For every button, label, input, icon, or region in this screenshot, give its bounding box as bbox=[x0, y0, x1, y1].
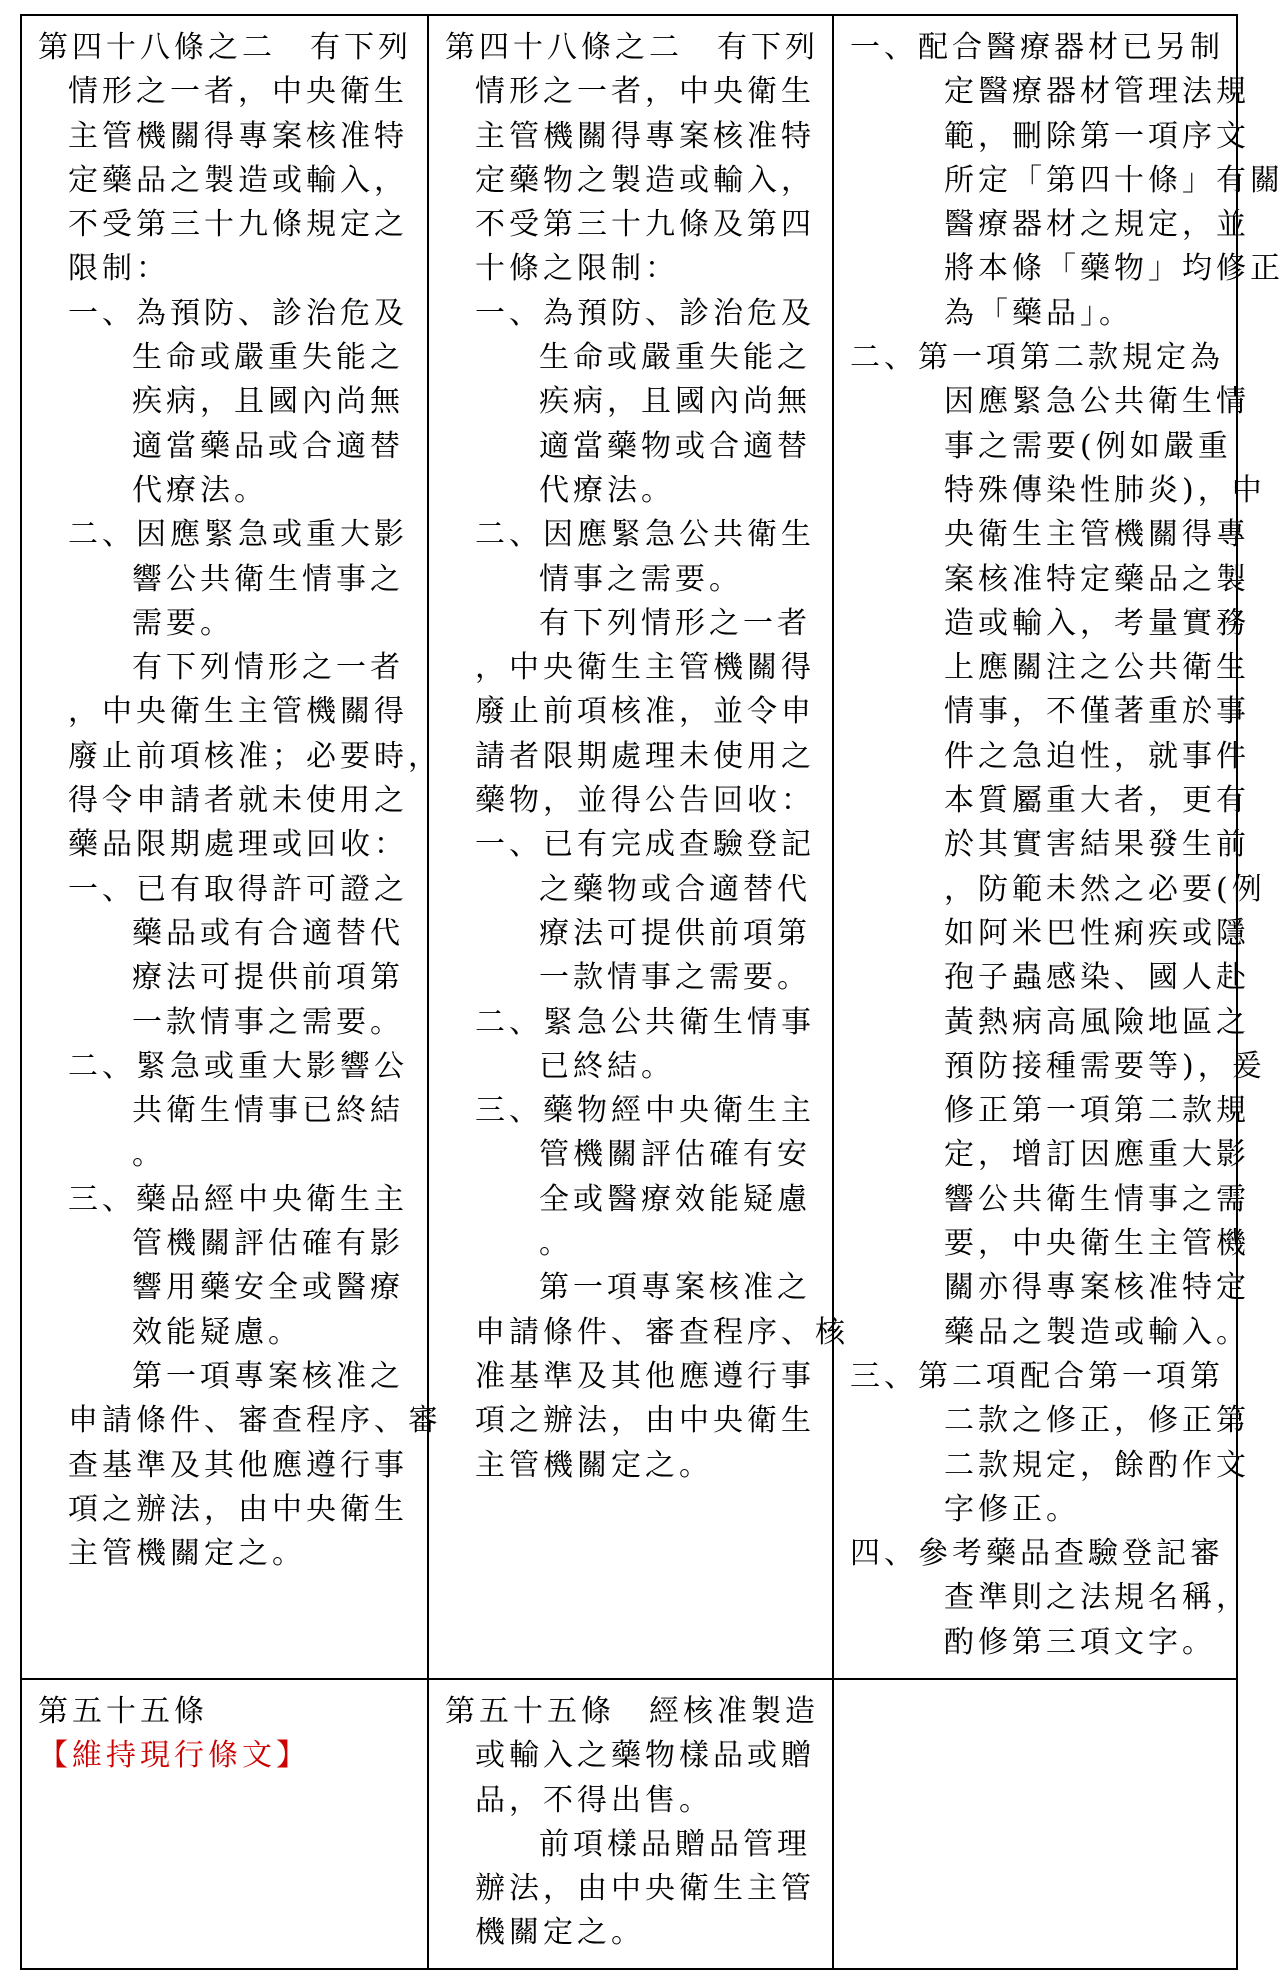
text-line: 查準則之法規名稱， bbox=[944, 1580, 1250, 1616]
text-line: 孢子蟲感染、國人赴 bbox=[944, 960, 1250, 996]
text-line: 二、緊急公共衛生情事 bbox=[475, 1004, 815, 1040]
explanation-item-4: 四、參考藥品查驗登記審 bbox=[850, 1536, 1224, 1572]
text-line: 請者限期處理未使用之 bbox=[475, 738, 815, 774]
text-line: 修正第一項第二款規 bbox=[944, 1093, 1250, 1129]
text-line: 品，不得出售。 bbox=[475, 1782, 713, 1818]
text-line: 定藥品之製造或輸入， bbox=[68, 162, 408, 198]
text-line: 三、藥品經中央衛生主 bbox=[68, 1181, 408, 1217]
text-line: 全或醫療效能疑慮 bbox=[539, 1181, 811, 1217]
text-line: 已終結。 bbox=[539, 1048, 675, 1084]
text-line: 主管機關得專案核准特 bbox=[68, 118, 408, 154]
text-line: 一款情事之需要。 bbox=[539, 960, 811, 996]
text-line: 藥品限期處理或回收： bbox=[68, 827, 408, 863]
text-line: 醫療器材之規定，並 bbox=[944, 207, 1250, 243]
text-line: 將本條「藥物」均修正 bbox=[944, 251, 1284, 287]
text-line: 造或輸入，考量實務 bbox=[944, 605, 1250, 641]
text-line: 廢止前項核准，並令申 bbox=[475, 694, 815, 730]
text-line: 央衛生主管機關得專 bbox=[944, 517, 1250, 553]
explanation-item-1: 一、配合醫療器材已另制 bbox=[850, 30, 1224, 65]
text-line: 廢止前項核准；必要時， bbox=[68, 738, 442, 774]
text-line: 案核准特定藥品之製 bbox=[944, 561, 1250, 597]
explanation-item-3: 三、第二項配合第一項第 bbox=[850, 1358, 1224, 1394]
text-line: 黃熱病高風險地區之 bbox=[944, 1004, 1250, 1040]
text-line: 要，中央衛生主管機 bbox=[944, 1226, 1250, 1262]
text-line: 本質屬重大者，更有 bbox=[944, 783, 1250, 819]
text-line: 上應關注之公共衛生 bbox=[944, 650, 1250, 686]
text-line: 申請條件、審查程序、核 bbox=[475, 1314, 849, 1350]
text-line: 前項樣品贈品管理 bbox=[539, 1826, 811, 1862]
text-line: 事之需要(例如嚴重 bbox=[944, 428, 1232, 464]
text-line: 查基準及其他應遵行事 bbox=[68, 1447, 408, 1483]
text-line: 定，增訂因應重大影 bbox=[944, 1137, 1250, 1173]
text-line: 之藥物或合適替代 bbox=[539, 871, 811, 907]
text-line: 疾病，且國內尚無 bbox=[539, 384, 811, 420]
text-line: 藥品之製造或輸入。 bbox=[944, 1314, 1250, 1350]
text-line: 得令申請者就未使用之 bbox=[68, 783, 408, 819]
text-line: 情事，不僅著重於事 bbox=[944, 694, 1250, 730]
text-line: 申請條件、審查程序、審 bbox=[68, 1403, 442, 1439]
text-line: 生命或嚴重失能之 bbox=[132, 340, 404, 376]
text-line: 為「藥品」。 bbox=[944, 295, 1133, 331]
explanation-item-2: 二、第一項第二款規定為 bbox=[850, 340, 1224, 376]
text-line: 有下列情形之一者 bbox=[132, 650, 404, 686]
current-article-48-2-cell bbox=[429, 16, 849, 1680]
maintain-current-note: 【維持現行條文】 bbox=[38, 1738, 310, 1774]
text-line: 辦法，由中央衛生主管 bbox=[475, 1871, 815, 1907]
text-line: 藥物，並得公告回收： bbox=[475, 783, 815, 819]
empty-explanation-cell bbox=[834, 1680, 1238, 1970]
text-line: 管機關評估確有影 bbox=[132, 1226, 404, 1262]
text-line: 十條之限制： bbox=[475, 251, 679, 287]
text-line: 定醫療器材管理法規 bbox=[944, 74, 1250, 110]
text-line: 於其實害結果發生前 bbox=[944, 827, 1250, 863]
text-line: 主管機關得專案核准特 bbox=[475, 118, 815, 154]
text-line: 機關定之。 bbox=[475, 1915, 645, 1951]
text-line: 預防接種需要等)，爰 bbox=[944, 1048, 1266, 1084]
text-line: 適當藥品或合適替 bbox=[132, 428, 404, 464]
text-line: 響用藥安全或醫療 bbox=[132, 1270, 404, 1306]
text-line: 第一項專案核准之 bbox=[132, 1358, 404, 1394]
text-line: 管機關評估確有安 bbox=[539, 1137, 811, 1173]
current-article-55-heading: 第五十五條 經核准製造 bbox=[445, 1694, 819, 1729]
text-line: 代療法。 bbox=[539, 472, 675, 508]
text-line: 所定「第四十條」有關 bbox=[944, 162, 1284, 198]
comparison-table bbox=[20, 14, 1284, 1970]
explanation-cell bbox=[834, 16, 1284, 1680]
text-line: 。 bbox=[132, 1137, 166, 1173]
amended-article-55-cell bbox=[22, 1680, 429, 1970]
text-line: 不受第三十九條規定之 bbox=[68, 207, 408, 243]
text-line: 三、藥物經中央衛生主 bbox=[475, 1093, 815, 1129]
text-line: ，防範未然之必要(例 bbox=[944, 871, 1266, 907]
text-line: 。 bbox=[539, 1226, 573, 1262]
amended-article-48-2-cell bbox=[22, 16, 442, 1680]
text-line: 疾病，且國內尚無 bbox=[132, 384, 404, 420]
text-line: 因應緊急公共衛生情 bbox=[944, 384, 1250, 420]
article-55-heading: 第五十五條 bbox=[38, 1694, 208, 1729]
text-line: 或輸入之藥物樣品或贈 bbox=[475, 1738, 815, 1774]
text-line: 有下列情形之一者 bbox=[539, 605, 811, 641]
text-line: 二款之修正，修正第 bbox=[944, 1403, 1250, 1439]
text-line: 件之急迫性，就事件 bbox=[944, 738, 1250, 774]
text-line: 關亦得專案核准特定 bbox=[944, 1270, 1250, 1306]
text-line: 一款情事之需要。 bbox=[132, 1004, 404, 1040]
amended-heading-line: 第四十八條之二 有下列 bbox=[38, 30, 412, 65]
text-line: 需要。 bbox=[132, 605, 234, 641]
text-line: 代療法。 bbox=[132, 472, 268, 508]
text-line: 範，刪除第一項序文 bbox=[944, 118, 1250, 154]
text-line: 准基準及其他應遵行事 bbox=[475, 1358, 815, 1394]
text-line: 特殊傳染性肺炎)，中 bbox=[944, 472, 1266, 508]
text-line: 二、因應緊急公共衛生 bbox=[475, 517, 815, 553]
text-line: 一、已有完成查驗登記 bbox=[475, 827, 815, 863]
text-line: 字修正。 bbox=[944, 1491, 1080, 1527]
text-line: 一、為預防、診治危及 bbox=[475, 295, 815, 331]
text-line: 酌修第三項文字。 bbox=[944, 1624, 1216, 1660]
text-line: 響公共衛生情事之需 bbox=[944, 1181, 1250, 1217]
text-line: 共衛生情事已終結 bbox=[132, 1093, 404, 1129]
text-line: 適當藥物或合適替 bbox=[539, 428, 811, 464]
text-line: 情形之一者，中央衛生 bbox=[68, 74, 408, 110]
text-line: 不受第三十九條及第四 bbox=[475, 207, 815, 243]
text-line: 情事之需要。 bbox=[539, 561, 743, 597]
text-line: 第一項專案核准之 bbox=[539, 1270, 811, 1306]
text-line: 項之辦法，由中央衛生 bbox=[68, 1491, 408, 1527]
text-line: 一、為預防、診治危及 bbox=[68, 295, 408, 331]
text-line: 項之辦法，由中央衛生 bbox=[475, 1403, 815, 1439]
text-line: 定藥物之製造或輸入， bbox=[475, 162, 815, 198]
text-line: 情形之一者，中央衛生 bbox=[475, 74, 815, 110]
text-line: 響公共衛生情事之 bbox=[132, 561, 404, 597]
text-line: 一、已有取得許可證之 bbox=[68, 871, 408, 907]
text-line: 限制： bbox=[68, 251, 170, 287]
text-line: 主管機關定之。 bbox=[475, 1447, 713, 1483]
text-line: 二款規定，餘酌作文 bbox=[944, 1447, 1250, 1483]
text-line: 藥品或有合適替代 bbox=[132, 915, 404, 951]
text-line: 如阿米巴性痢疾或隱 bbox=[944, 915, 1250, 951]
current-heading-line: 第四十八條之二 有下列 bbox=[445, 30, 819, 65]
current-article-55-cell bbox=[429, 1680, 834, 1970]
text-line: 主管機關定之。 bbox=[68, 1536, 306, 1572]
text-line: ，中央衛生主管機關得 bbox=[68, 694, 408, 730]
text-line: 二、因應緊急或重大影 bbox=[68, 517, 408, 553]
text-line: 效能疑慮。 bbox=[132, 1314, 302, 1350]
text-line: 二、緊急或重大影響公 bbox=[68, 1048, 408, 1084]
text-line: 療法可提供前項第 bbox=[539, 915, 811, 951]
text-line: 療法可提供前項第 bbox=[132, 960, 404, 996]
text-line: ，中央衛生主管機關得 bbox=[475, 650, 815, 686]
text-line: 生命或嚴重失能之 bbox=[539, 340, 811, 376]
